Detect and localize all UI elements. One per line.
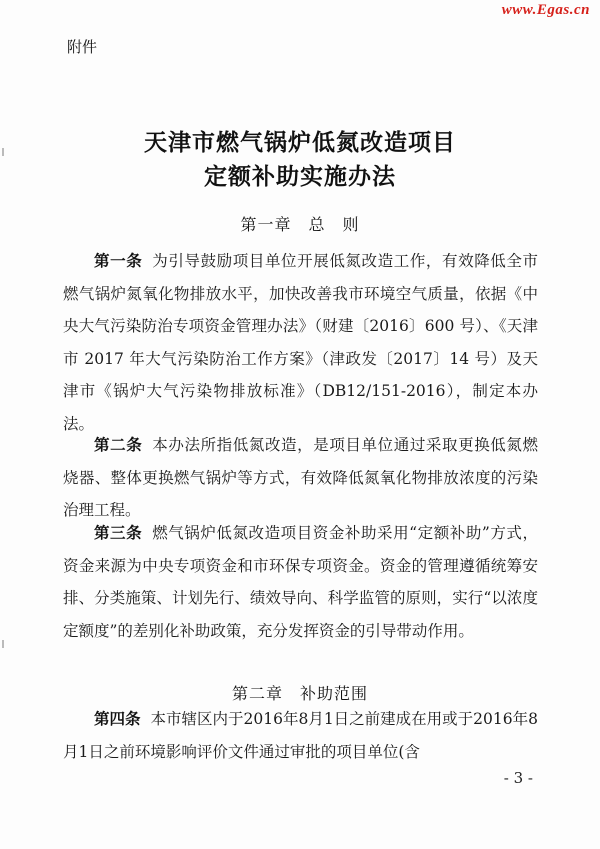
article-label: 第三条: [94, 523, 143, 542]
chapter-heading-2: 第二章 补助范围: [231, 684, 368, 703]
article-text: 本市辖区内于2016年8月1日之前建成在用或于2016年8月1日之前环境影响评价文件通过审批的项目单位(含: [63, 710, 538, 761]
article-text: 为引导鼓励项目单位开展低氮改造工作，有效降低全市燃气锅炉氮氧化物排放水平，加快改善我市环境空气质量，依据《中央大气污染防治专项资金管理办法》（财建〔2016〕600 号）、《天津市 2017 年大气污染防治工作方案》（津政发〔2017〕14 号）及天津市《锅炉大气污染物排放标准》（DB12/151-2016），制定本办法。: [63, 252, 538, 433]
attachment-label: 附件: [67, 38, 98, 56]
chapter-heading-1: 第一章 总 则: [240, 215, 360, 234]
article-label: 第四条: [94, 709, 141, 728]
site-watermark: www.Egas.cn: [501, 2, 590, 18]
document-title-line-1: 天津市燃气锅炉低氮改造项目: [144, 129, 456, 156]
article-text: 本办法所指低氮改造，是项目单位通过采取更换低氮燃烧器、整体更换燃气锅炉等方式，有效降低氮氧化物排放浓度的污染治理工程。: [63, 436, 538, 519]
document-title-line-2: 定额补助实施办法: [204, 163, 396, 190]
article-2: [63, 429, 538, 527]
article-4: [63, 703, 538, 768]
article-3: [63, 517, 538, 647]
article-1: [63, 245, 538, 440]
page-number: - 3 -: [503, 769, 533, 787]
article-text: 燃气锅炉低氮改造项目资金补助采用“定额补助”方式，资金来源为中央专项资金和市环保专项资金。资金的管理遵循统筹安排、分类施策、计划先行、绩效导向、科学监管的原则，实行“以浓度定额度”的差别化补助政策，充分发挥资金的引导带动作用。: [63, 524, 538, 640]
article-label: 第一条: [94, 251, 143, 270]
article-label: 第二条: [94, 435, 143, 454]
scan-edge-mark: [2, 640, 4, 648]
